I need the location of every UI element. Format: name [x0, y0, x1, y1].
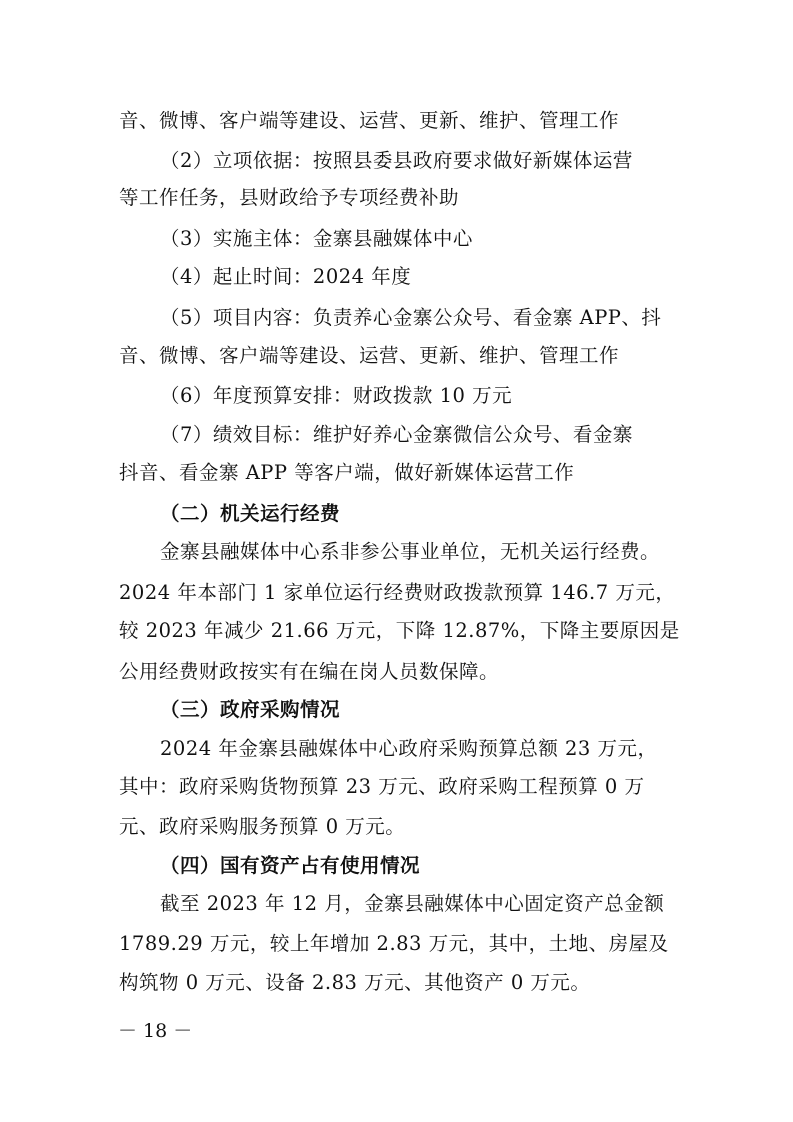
text-line: 构筑物 0 万元、设备 2.83 万元、其他资产 0 万元。: [119, 971, 591, 994]
section-heading: （二）机关运行经费: [160, 502, 341, 525]
text-line: 2024 年金寨县融媒体中心政府采购预算总额 23 万元，: [160, 737, 658, 760]
section-heading: （三）政府采购情况: [160, 698, 341, 721]
text-line: 音、微博、客户端等建设、运营、更新、维护、管理工作: [119, 344, 620, 367]
text-line: 公用经费财政按实有在编在岗人员数保障。: [119, 660, 500, 683]
text-line: 金寨县融媒体中心系非参公事业单位，无机关运行经费。: [160, 540, 661, 563]
text-line: 较 2023 年减少 21.66 万元，下降 12.87%，下降主要原因是: [119, 619, 680, 642]
text-line: （3）实施主体：金寨县融媒体中心: [160, 227, 473, 250]
text-line: 1789.29 万元，较上年增加 2.83 万元，其中，土地、房屋及: [119, 932, 669, 955]
text-line: 抖音、看金寨 APP 等客户端，做好新媒体运营工作: [119, 461, 575, 484]
text-line: 元、政府采购服务预算 0 万元。: [119, 815, 406, 838]
text-line: （4）起止时间：2024 年度: [160, 265, 412, 288]
text-line: 2024 年本部门 1 家单位运行经费财政拨款预算 146.7 万元，: [119, 581, 676, 604]
text-line: 截至 2023 年 12 月，金寨县融媒体中心固定资产总金额: [160, 892, 665, 915]
text-line: （7）绩效目标：维护好养心金寨微信公众号、看金寨: [160, 423, 633, 446]
section-heading: （四）国有资产占有使用情况: [160, 854, 421, 877]
text-line: （6）年度预算安排：财政拨款 10 万元: [160, 384, 513, 407]
page-number: － 18 －: [118, 1020, 193, 1042]
text-line: （5）项目内容：负责养心金寨公众号、看金寨 APP、抖: [160, 306, 662, 329]
text-line: 音、微博、客户端等建设、运营、更新、维护、管理工作: [119, 109, 620, 132]
text-line: 其中：政府采购货物预算 23 万元、政府采购工程预算 0 万: [119, 775, 645, 798]
text-line: （2）立项依据：按照县委县政府要求做好新媒体运营: [160, 149, 633, 172]
text-line: 等工作任务，县财政给予专项经费补助: [119, 186, 460, 209]
